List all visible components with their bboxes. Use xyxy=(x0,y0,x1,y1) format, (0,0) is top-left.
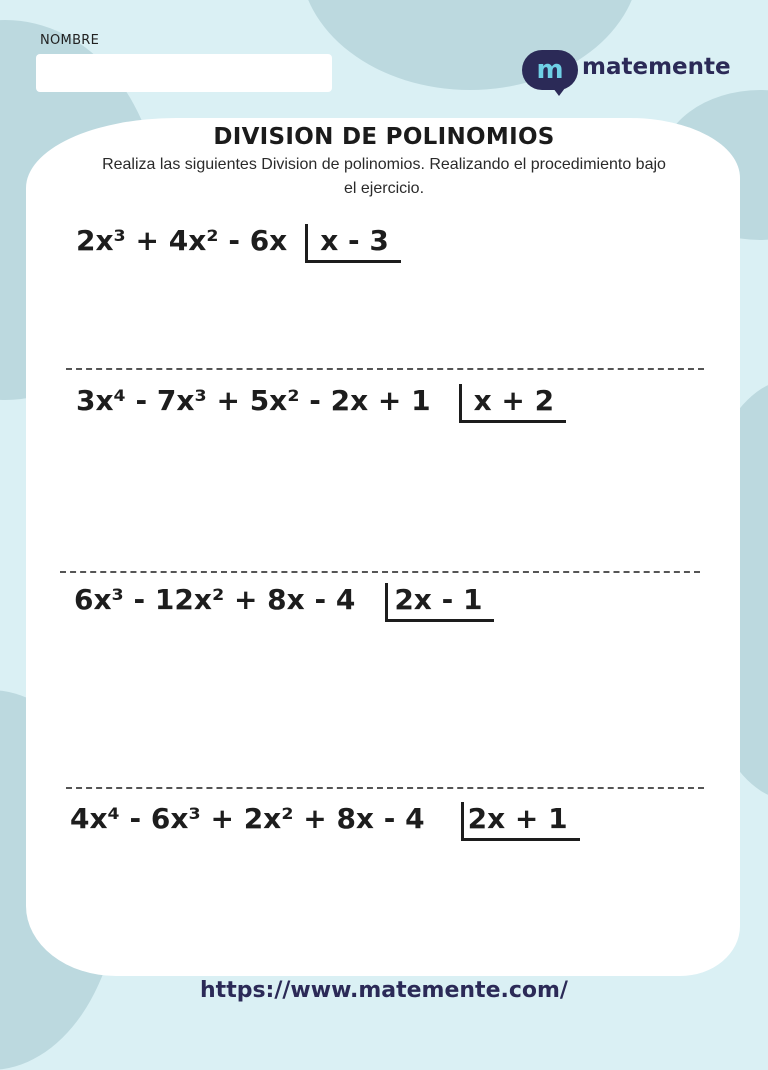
problem-1 xyxy=(76,224,401,263)
separator-3 xyxy=(66,787,704,789)
problem-2 xyxy=(76,384,566,423)
separator-1 xyxy=(66,368,704,370)
name-field[interactable] xyxy=(36,54,332,92)
problem-divisor: 2x + 1 xyxy=(461,802,580,841)
logo-text: matemente xyxy=(582,54,731,80)
problem-dividend: 6x³ - 12x² + 8x - 4 xyxy=(74,583,356,616)
problem-3 xyxy=(74,583,494,622)
problem-divisor: 2x - 1 xyxy=(385,583,494,622)
problem-divisor: x + 2 xyxy=(459,384,567,423)
name-label: NOMBRE xyxy=(40,33,100,48)
problem-dividend: 4x⁴ - 6x³ + 2x² + 8x - 4 xyxy=(70,802,425,835)
brand-logo xyxy=(522,48,731,98)
problem-dividend: 2x³ + 4x² - 6x xyxy=(76,224,288,257)
problem-divisor: x - 3 xyxy=(305,224,401,263)
instructions: Realiza las siguientes Division de polinomios. Realizando el procedimiento bajo el ejercicio. xyxy=(102,156,666,197)
separator-2 xyxy=(60,571,700,573)
footer-url[interactable]: https://www.matemente.com/ xyxy=(200,978,568,1003)
page-title: DIVISION DE POLINOMIOS xyxy=(213,124,555,150)
logo-bubble-tail xyxy=(550,84,568,96)
problem-4 xyxy=(70,802,580,841)
logo-speech-bubble-icon: m xyxy=(522,50,578,90)
problem-dividend: 3x⁴ - 7x³ + 5x² - 2x + 1 xyxy=(76,384,431,417)
